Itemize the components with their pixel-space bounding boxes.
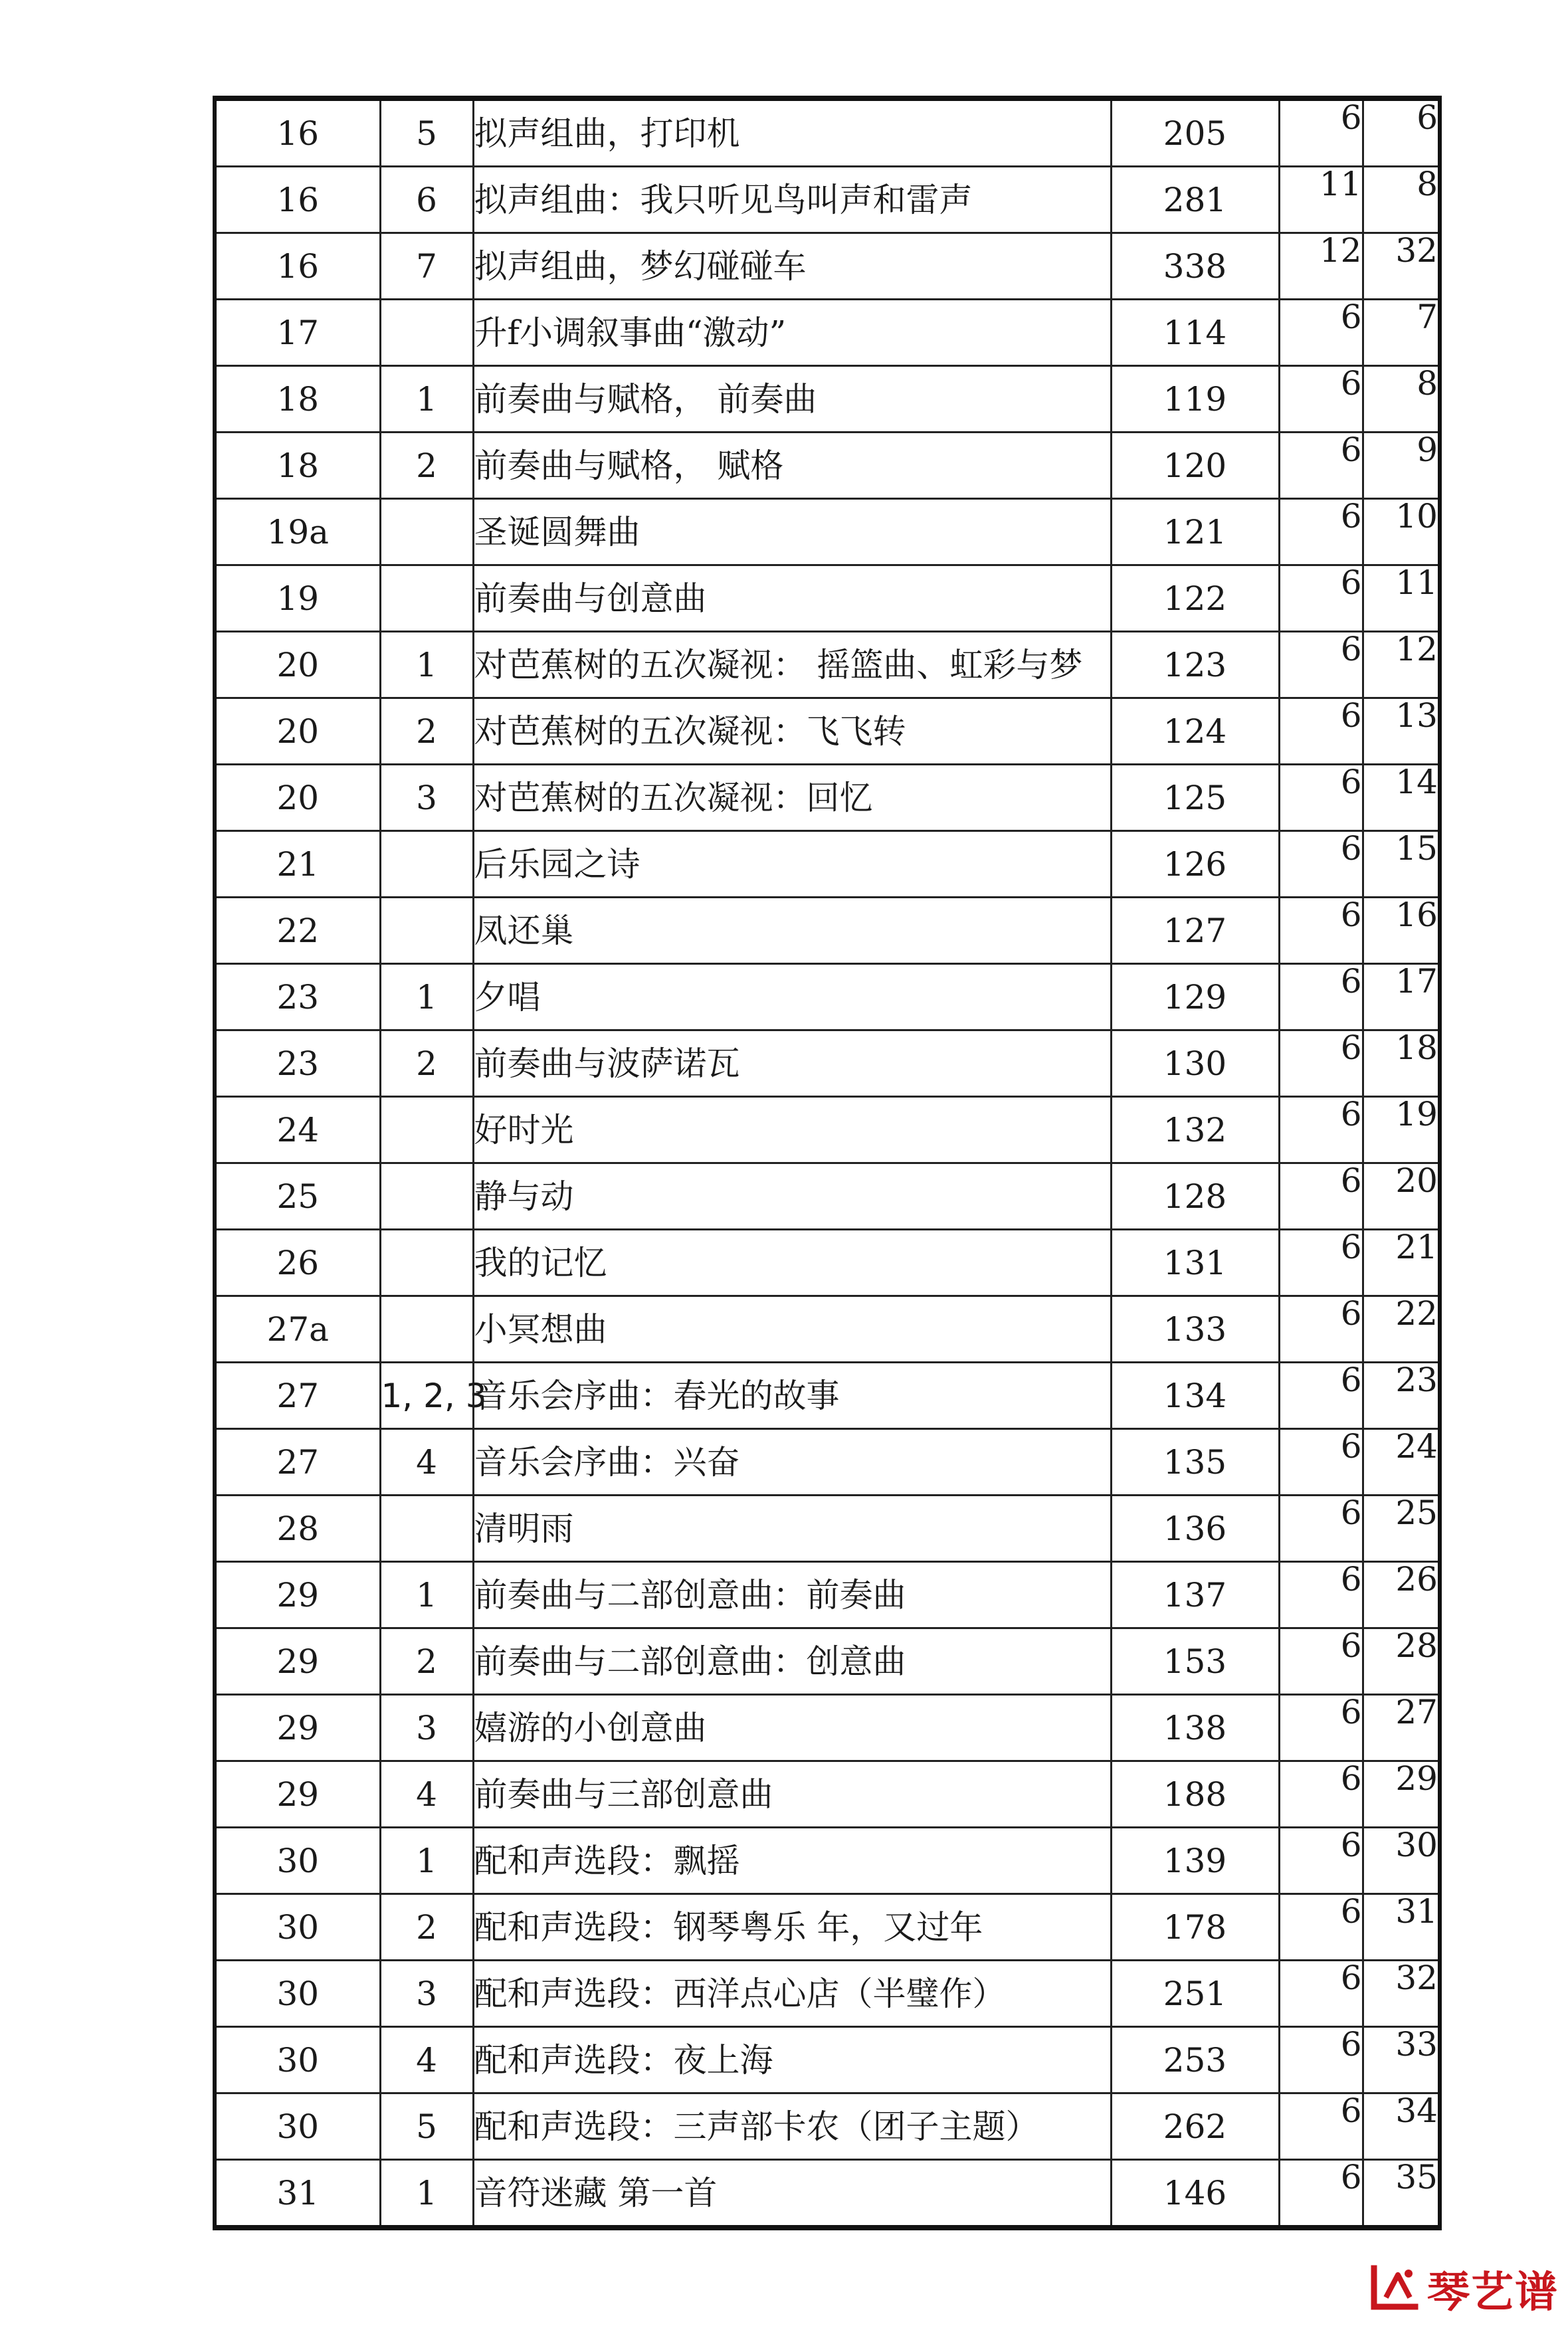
number-cell [380,1097,473,1163]
title-cell: 拟声组曲：我只听见鸟叫声和雷声 [473,167,1111,233]
table-row [215,2160,1440,2228]
page-cell: 6 [1279,1030,1363,1097]
title-cell: 对芭蕉树的五次凝视： 摇篮曲、虹彩与梦 [473,632,1111,698]
code-cell: 124 [1111,698,1279,765]
page-cell: 6 [1279,1828,1363,1894]
opus-cell: 23 [215,964,380,1030]
table-row [215,565,1440,632]
title-cell: 嬉游的小创意曲 [473,1695,1111,1761]
title-cell: 对芭蕉树的五次凝视：回忆 [473,765,1111,831]
table-row [215,1695,1440,1761]
count-cell: 6 [1363,98,1440,167]
catalog-table [213,96,1442,2230]
count-cell: 32 [1363,1961,1440,2027]
title-cell: 我的记忆 [473,1230,1111,1296]
count-cell: 27 [1363,1695,1440,1761]
number-cell: 2 [380,1030,473,1097]
count-cell: 9 [1363,433,1440,499]
number-cell: 1 [380,964,473,1030]
opus-cell: 30 [215,2027,380,2093]
page-cell: 6 [1279,366,1363,433]
code-cell: 121 [1111,499,1279,565]
number-cell: 5 [380,98,473,167]
title-cell: 清明雨 [473,1496,1111,1562]
table-row [215,898,1440,964]
opus-cell: 16 [215,167,380,233]
opus-cell: 30 [215,1961,380,2027]
number-cell [380,1496,473,1562]
title-cell: 配和声选段：飘摇 [473,1828,1111,1894]
page-cell: 6 [1279,1628,1363,1695]
table-row [215,1761,1440,1828]
opus-cell: 27 [215,1429,380,1496]
page-cell: 11 [1279,167,1363,233]
table-row [215,1296,1440,1363]
count-cell: 8 [1363,366,1440,433]
opus-cell: 20 [215,632,380,698]
page-cell: 12 [1279,233,1363,300]
title-cell: 夕唱 [473,964,1111,1030]
title-cell: 音乐会序曲：兴奋 [473,1429,1111,1496]
opus-cell: 16 [215,98,380,167]
opus-cell: 25 [215,1163,380,1230]
table-row [215,433,1440,499]
code-cell: 132 [1111,1097,1279,1163]
opus-cell: 20 [215,698,380,765]
code-cell: 127 [1111,898,1279,964]
table-row [215,765,1440,831]
opus-cell: 26 [215,1230,380,1296]
code-cell: 129 [1111,964,1279,1030]
count-cell: 7 [1363,300,1440,366]
count-cell: 29 [1363,1761,1440,1828]
page-cell: 6 [1279,765,1363,831]
title-cell: 后乐园之诗 [473,831,1111,898]
title-cell: 拟声组曲，梦幻碰碰车 [473,233,1111,300]
code-cell: 251 [1111,1961,1279,2027]
number-cell: 5 [380,2093,473,2160]
number-cell: 1 [380,1562,473,1628]
opus-cell: 19a [215,499,380,565]
qinyipu-logo-icon [1369,2263,1421,2315]
page-cell: 6 [1279,1894,1363,1961]
code-cell: 130 [1111,1030,1279,1097]
page-cell: 6 [1279,1363,1363,1429]
opus-cell: 17 [215,300,380,366]
title-cell: 静与动 [473,1163,1111,1230]
opus-cell: 30 [215,1894,380,1961]
count-cell: 14 [1363,765,1440,831]
number-cell [380,831,473,898]
count-cell: 30 [1363,1828,1440,1894]
title-cell: 音符迷藏 第一首 [473,2160,1111,2228]
number-cell: 6 [380,167,473,233]
number-cell: 3 [380,1961,473,2027]
number-cell: 7 [380,233,473,300]
code-cell: 133 [1111,1296,1279,1363]
code-cell: 122 [1111,565,1279,632]
opus-cell: 19 [215,565,380,632]
title-cell: 音乐会序曲：春光的故事 [473,1363,1111,1429]
title-cell: 拟声组曲，打印机 [473,98,1111,167]
opus-cell: 18 [215,433,380,499]
opus-cell: 30 [215,2093,380,2160]
count-cell: 26 [1363,1562,1440,1628]
table-row [215,632,1440,698]
page-cell: 6 [1279,1562,1363,1628]
number-cell [380,499,473,565]
number-cell: 3 [380,1695,473,1761]
code-cell: 138 [1111,1695,1279,1761]
opus-cell: 24 [215,1097,380,1163]
count-cell: 22 [1363,1296,1440,1363]
watermark-text: 琴艺谱 [1427,2268,1559,2317]
number-cell: 1 [380,366,473,433]
number-cell: 1 [380,632,473,698]
opus-cell: 30 [215,1828,380,1894]
watermark-logo [1369,2259,1559,2319]
count-cell: 31 [1363,1894,1440,1961]
table-row [215,831,1440,898]
title-cell: 圣诞圆舞曲 [473,499,1111,565]
title-cell: 前奏曲与波萨诺瓦 [473,1030,1111,1097]
code-cell: 119 [1111,366,1279,433]
title-cell: 前奏曲与赋格， 赋格 [473,433,1111,499]
number-cell: 2 [380,698,473,765]
title-cell: 前奏曲与二部创意曲：前奏曲 [473,1562,1111,1628]
count-cell: 32 [1363,233,1440,300]
number-cell [380,1163,473,1230]
opus-cell: 20 [215,765,380,831]
number-cell [380,1296,473,1363]
title-cell: 配和声选段：三声部卡农（团子主题） [473,2093,1111,2160]
page-cell: 6 [1279,1496,1363,1562]
title-cell: 配和声选段：夜上海 [473,2027,1111,2093]
number-cell: 1 [380,2160,473,2228]
page-cell: 6 [1279,1695,1363,1761]
table-row [215,1030,1440,1097]
count-cell: 21 [1363,1230,1440,1296]
code-cell: 178 [1111,1894,1279,1961]
table-row [215,964,1440,1030]
table-row [215,167,1440,233]
table-row [215,300,1440,366]
title-cell: 凤还巢 [473,898,1111,964]
page-cell: 6 [1279,1429,1363,1496]
code-cell: 135 [1111,1429,1279,1496]
page-cell: 6 [1279,964,1363,1030]
title-cell: 前奏曲与二部创意曲：创意曲 [473,1628,1111,1695]
number-cell: 4 [380,1761,473,1828]
count-cell: 19 [1363,1097,1440,1163]
title-cell: 对芭蕉树的五次凝视：飞飞转 [473,698,1111,765]
count-cell: 18 [1363,1030,1440,1097]
page-cell: 6 [1279,1296,1363,1363]
code-cell: 205 [1111,98,1279,167]
opus-cell: 31 [215,2160,380,2228]
page-cell: 6 [1279,1961,1363,2027]
table-row [215,1562,1440,1628]
count-cell: 20 [1363,1163,1440,1230]
page-cell: 6 [1279,433,1363,499]
count-cell: 12 [1363,632,1440,698]
opus-cell: 28 [215,1496,380,1562]
code-cell: 120 [1111,433,1279,499]
catalog-body [215,98,1440,2228]
code-cell: 253 [1111,2027,1279,2093]
count-cell: 16 [1363,898,1440,964]
opus-cell: 16 [215,233,380,300]
page-cell: 6 [1279,1761,1363,1828]
number-cell: 4 [380,1429,473,1496]
count-cell: 13 [1363,698,1440,765]
count-cell: 11 [1363,565,1440,632]
table-row [215,1163,1440,1230]
number-cell: 2 [380,1628,473,1695]
number-cell [380,1230,473,1296]
page-cell: 6 [1279,698,1363,765]
table-row [215,1828,1440,1894]
opus-cell: 29 [215,1761,380,1828]
opus-cell: 23 [215,1030,380,1097]
page-cell: 6 [1279,2027,1363,2093]
table-row [215,1230,1440,1296]
page-cell: 6 [1279,831,1363,898]
code-cell: 153 [1111,1628,1279,1695]
page-cell: 6 [1279,300,1363,366]
count-cell: 10 [1363,499,1440,565]
table-row [215,1628,1440,1695]
page-cell: 6 [1279,98,1363,167]
code-cell: 128 [1111,1163,1279,1230]
opus-cell: 27a [215,1296,380,1363]
count-cell: 24 [1363,1429,1440,1496]
opus-cell: 27 [215,1363,380,1429]
code-cell: 131 [1111,1230,1279,1296]
page-cell: 6 [1279,2093,1363,2160]
page-cell: 6 [1279,898,1363,964]
table-row [215,1961,1440,2027]
page-cell: 6 [1279,2160,1363,2228]
table-row [215,1429,1440,1496]
title-cell: 前奏曲与三部创意曲 [473,1761,1111,1828]
code-cell: 125 [1111,765,1279,831]
table-row [215,233,1440,300]
opus-cell: 29 [215,1628,380,1695]
code-cell: 136 [1111,1496,1279,1562]
page-cell: 6 [1279,1097,1363,1163]
code-cell: 188 [1111,1761,1279,1828]
number-cell [380,300,473,366]
page-cell: 6 [1279,1163,1363,1230]
page-cell: 6 [1279,1230,1363,1296]
count-cell: 25 [1363,1496,1440,1562]
page-cell: 6 [1279,499,1363,565]
table-row [215,1363,1440,1429]
opus-cell: 29 [215,1695,380,1761]
page-cell: 6 [1279,565,1363,632]
count-cell: 33 [1363,2027,1440,2093]
count-cell: 8 [1363,167,1440,233]
table-row [215,1894,1440,1961]
count-cell: 34 [1363,2093,1440,2160]
count-cell: 35 [1363,2160,1440,2228]
title-cell: 小冥想曲 [473,1296,1111,1363]
table-row [215,499,1440,565]
number-cell [380,565,473,632]
code-cell: 126 [1111,831,1279,898]
table-row [215,1097,1440,1163]
table-row [215,366,1440,433]
title-cell: 前奏曲与赋格， 前奏曲 [473,366,1111,433]
table-row [215,698,1440,765]
code-cell: 139 [1111,1828,1279,1894]
table-row [215,98,1440,167]
title-cell: 前奏曲与创意曲 [473,565,1111,632]
opus-cell: 18 [215,366,380,433]
code-cell: 281 [1111,167,1279,233]
title-cell: 配和声选段：西洋点心店（半璧作） [473,1961,1111,2027]
table-row [215,1496,1440,1562]
title-cell: 好时光 [473,1097,1111,1163]
number-cell: 1 [380,1828,473,1894]
title-cell: 升f小调叙事曲“激动” [473,300,1111,366]
code-cell: 134 [1111,1363,1279,1429]
opus-cell: 21 [215,831,380,898]
code-cell: 338 [1111,233,1279,300]
number-cell [380,898,473,964]
count-cell: 23 [1363,1363,1440,1429]
code-cell: 262 [1111,2093,1279,2160]
number-cell: 2 [380,433,473,499]
title-cell: 配和声选段：钢琴粤乐 年，又过年 [473,1894,1111,1961]
count-cell: 28 [1363,1628,1440,1695]
code-cell: 137 [1111,1562,1279,1628]
count-cell: 17 [1363,964,1440,1030]
page-cell: 6 [1279,632,1363,698]
opus-cell: 22 [215,898,380,964]
number-cell: 3 [380,765,473,831]
opus-cell: 29 [215,1562,380,1628]
table-row [215,2093,1440,2160]
number-cell: 2 [380,1894,473,1961]
code-cell: 123 [1111,632,1279,698]
code-cell: 146 [1111,2160,1279,2228]
table-row [215,2027,1440,2093]
number-cell: 4 [380,2027,473,2093]
number-cell: 1, 2, 3 [380,1363,473,1429]
count-cell: 15 [1363,831,1440,898]
code-cell: 114 [1111,300,1279,366]
